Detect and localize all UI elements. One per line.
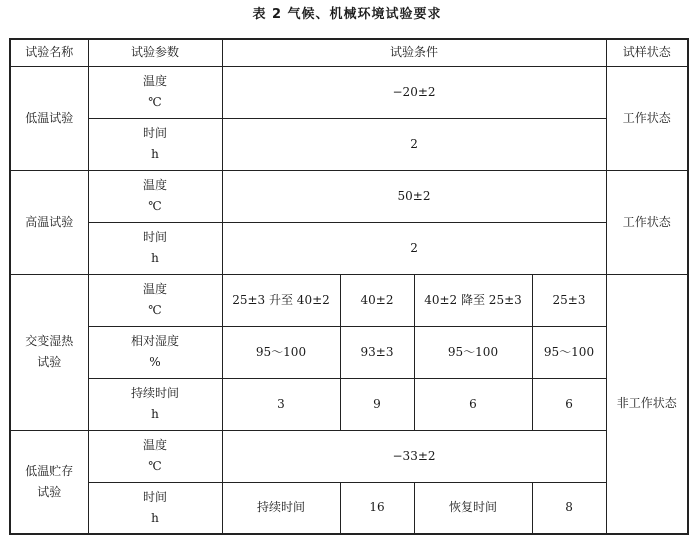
humid-test-name [10,274,88,430]
low-storage-time-value: 16 [340,482,414,534]
high-temp-time-value: 2 [222,222,606,274]
environment-test-table [9,38,689,535]
param-label: 时间 [142,230,167,244]
high-temp-temp-param [88,170,222,222]
param-label: 时间 [142,126,167,140]
table-row [10,378,688,430]
param-unit: h [151,251,159,265]
param-unit: ℃ [148,459,162,473]
low-temp-test-name: 低温试验 [10,66,88,170]
low-storage-time-value: 恢复时间 [414,482,532,534]
low-storage-time-value: 持续时间 [222,482,340,534]
low-temp-temp-value: −20±2 [222,66,606,118]
low-storage-time-value: 8 [532,482,606,534]
humid-duration-value: 9 [340,378,414,430]
table-row [10,66,688,118]
low-temp-state: 工作状态 [606,66,688,170]
table-row [10,326,688,378]
header-test-param: 试验参数 [88,39,222,66]
low-temp-temp-param [88,66,222,118]
low-storage-time-param [88,482,222,534]
table-row [10,222,688,274]
low-storage-temp-value: −33±2 [222,430,606,482]
table-caption: 表 2 气候、机械环境试验要求 [252,7,442,22]
test-name-line: 交变湿热 [25,334,74,348]
low-storage-test-name [10,430,88,534]
header-test-name: 试验名称 [10,39,88,66]
param-label: 持续时间 [130,386,179,400]
param-unit: ℃ [148,95,162,109]
humid-temp-value: 40±2 降至 25±3 [414,274,532,326]
header-test-condition: 试验条件 [222,39,606,66]
low-temp-time-value: 2 [222,118,606,170]
humid-duration-param [88,378,222,430]
high-temp-state: 工作状态 [606,170,688,274]
table-row [10,430,688,482]
humid-temp-param [88,274,222,326]
param-label: 温度 [142,438,167,452]
param-unit: ℃ [148,199,162,213]
table-row [10,482,688,534]
param-label: 时间 [142,489,167,504]
humid-rh-param [88,326,222,378]
test-name-line: 低温贮存 [25,463,74,478]
humid-temp-value: 40±2 [340,274,414,326]
humid-duration-value: 6 [414,378,532,430]
param-unit: h [151,407,159,421]
non-working-state: 非工作状态 [606,274,688,534]
param-unit: ℃ [148,303,162,317]
table-row [10,118,688,170]
high-temp-test-name: 高温试验 [10,170,88,274]
low-temp-time-param [88,118,222,170]
param-unit: h [151,147,159,161]
high-temp-time-param [88,222,222,274]
param-label: 相对湿度 [130,334,179,348]
param-unit: % [149,355,161,369]
high-temp-temp-value: 50±2 [222,170,606,222]
header-row [10,39,688,66]
low-storage-temp-param [88,430,222,482]
humid-rh-value: 95～100 [222,326,340,378]
humid-duration-value: 3 [222,378,340,430]
header-sample-state: 试样状态 [606,39,688,66]
humid-duration-value: 6 [532,378,606,430]
param-label: 温度 [142,74,167,88]
param-label: 温度 [142,178,167,192]
humid-temp-value: 25±3 升至 40±2 [222,274,340,326]
table-row [10,170,688,222]
param-unit: h [151,510,159,525]
humid-rh-value: 93±3 [340,326,414,378]
test-name-line: 试验 [37,355,62,369]
humid-rh-value: 95～100 [532,326,606,378]
humid-rh-value: 95～100 [414,326,532,378]
test-name-line: 试验 [37,484,62,499]
table-row [10,274,688,326]
param-label: 温度 [142,282,167,296]
humid-temp-value: 25±3 [532,274,606,326]
